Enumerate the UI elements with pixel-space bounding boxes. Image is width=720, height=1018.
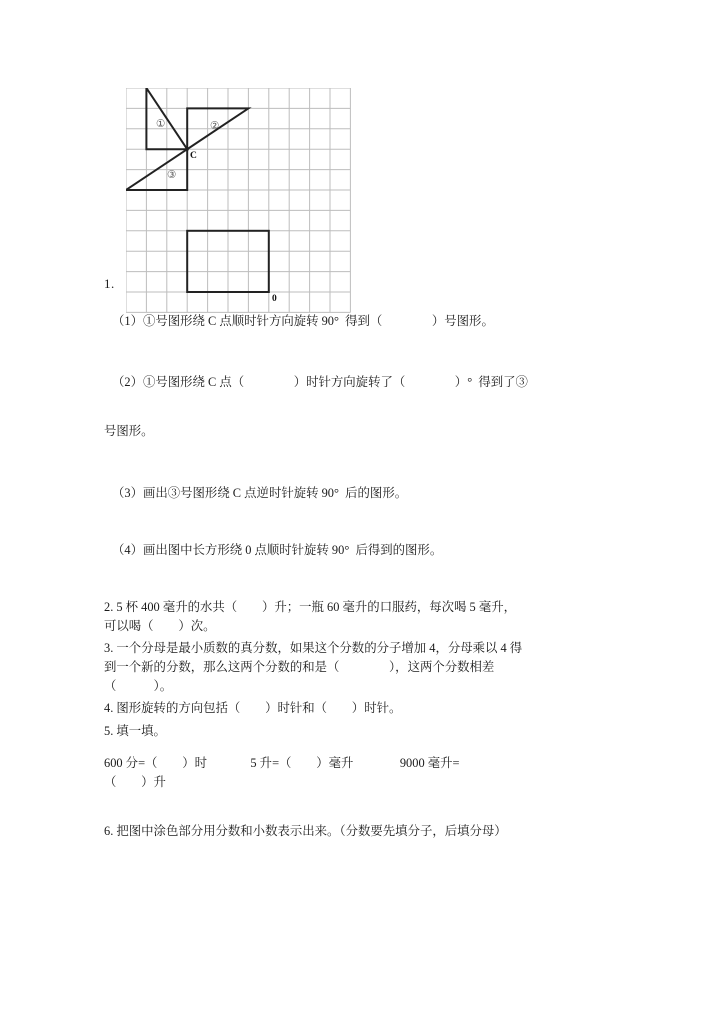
question-1-4: （4）画出图中长方形绕 0 点顺时针旋转 90° 后得到的图形。 (112, 542, 443, 557)
shape-label-2: ② (210, 120, 220, 132)
figure-number-label: 1. (104, 276, 115, 291)
question-3-line-1: 3. 一个分母是最小质数的真分数，如果这个分数的分子增加 4，分母乘以 4 得 (104, 641, 523, 656)
shape-label-3: ③ (167, 169, 177, 181)
point-label-c: C (190, 151, 197, 161)
rotation-grid-figure (126, 88, 358, 320)
question-1-2-cont: 号图形。 (104, 424, 154, 439)
question-2-line-2: 可以喝（ ）次。 (104, 618, 216, 633)
question-4: 4. 图形旋转的方向包括（ ）时针和（ ）时针。 (104, 701, 402, 716)
shape-label-1: ① (156, 118, 166, 130)
question-5: 5. 填一填。 (104, 723, 166, 738)
question-5-line-1: 600 分=（ ）时 5 升=（ ）毫升 9000 毫升= (104, 756, 460, 771)
worksheet-body (0, 312, 720, 840)
question-1-3: （3）画出③号图形绕 C 点逆时针旋转 90° 后的图形。 (112, 485, 408, 500)
figure-block (0, 0, 720, 312)
question-5-line-2: （ ）升 (104, 774, 166, 789)
question-2-line-1: 2. 5 杯 400 毫升的水共（ ）升；一瓶 60 毫升的口服药，每次喝 5 毫升， (104, 600, 516, 615)
question-1-1: （1）①号图形绕 C 点顺时针方向旋转 90° 得到（ ）号图形。 (112, 314, 494, 328)
question-6: 6. 把图中涂色部分用分数和小数表示出来。（分数要先填分子，后填分母） (104, 823, 507, 838)
point-label-o: 0 (272, 294, 277, 304)
question-1-2: （2）①号图形绕 C 点（ ）时针方向旋转了（ ）° 得到了③ (112, 375, 528, 390)
question-3-line-3: （ ）。 (104, 678, 173, 693)
question-3-line-2: 到一个新的分数，那么这两个分数的和是（ ），这两个分数相差 (104, 659, 495, 674)
